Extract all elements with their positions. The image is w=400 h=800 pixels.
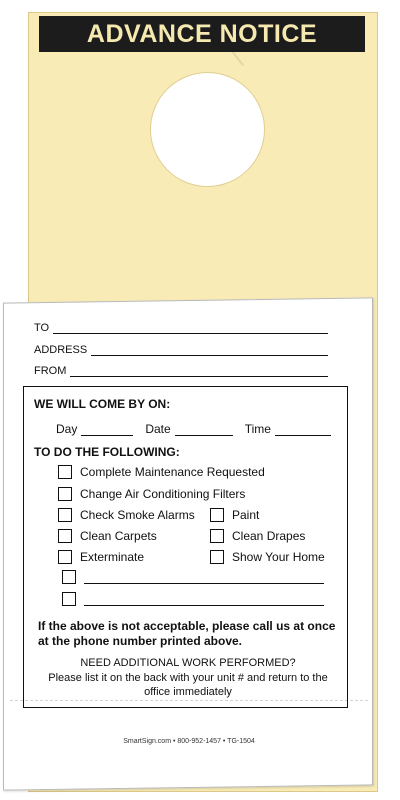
task-label: Paint	[232, 508, 260, 522]
address-field[interactable]	[34, 344, 328, 356]
checkbox-icon	[58, 550, 72, 564]
additional-heading: NEED ADDITIONAL WORK PERFORMED?	[80, 657, 296, 669]
date-input[interactable]	[175, 424, 233, 436]
day-label: Day	[56, 422, 78, 436]
come-by-heading: WE WILL COME BY ON:	[34, 397, 171, 411]
title: ADVANCE NOTICE	[86, 19, 318, 48]
from-label: FROM	[34, 365, 67, 377]
checkbox-icon	[58, 508, 72, 522]
checkbox-icon	[210, 529, 224, 543]
checkbox-icon	[210, 508, 224, 522]
task-checkbox-ac-filters[interactable]	[58, 487, 245, 501]
to-label: TO	[34, 322, 50, 334]
custom-task-2[interactable]	[62, 592, 324, 606]
task-checkbox-exterminate[interactable]	[58, 550, 144, 564]
custom-task-1[interactable]	[62, 570, 324, 584]
task-checkbox-clean-drapes[interactable]	[210, 529, 305, 543]
checkbox-icon	[58, 465, 72, 479]
title-banner	[39, 16, 365, 52]
task-label: Show Your Home	[232, 550, 325, 564]
checkbox-icon	[58, 487, 72, 501]
schedule-box	[23, 386, 348, 708]
additional-text: Please list it on the back with your unit # and return to the office immediately	[48, 672, 328, 698]
task-label: Check Smoke Alarms	[80, 508, 195, 522]
date-label: Date	[145, 422, 171, 436]
task-checkbox-clean-carpets[interactable]	[58, 529, 157, 543]
task-label: Complete Maintenance Requested	[80, 465, 265, 479]
from-field[interactable]	[34, 365, 328, 377]
checkbox-icon	[58, 529, 72, 543]
door-knob-hole	[150, 72, 265, 187]
task-checkbox-smoke-alarms[interactable]	[58, 508, 195, 522]
task-checkbox-paint[interactable]	[210, 508, 259, 522]
task-label: Exterminate	[80, 550, 145, 564]
footer-text: SmartSign.com • 800-952-1457 • TG-1504	[123, 738, 255, 745]
day-input[interactable]	[81, 424, 133, 436]
task-label: Clean Drapes	[232, 529, 306, 543]
task-label: Clean Carpets	[80, 529, 157, 543]
checkbox-icon	[62, 570, 76, 584]
notice-text: If the above is not acceptable, please call us at once at the phone number printed above.	[38, 619, 336, 648]
checkbox-icon	[210, 550, 224, 564]
task-checkbox-show-home[interactable]	[210, 550, 325, 564]
todo-heading: TO DO THE FOLLOWING:	[34, 445, 180, 459]
task-checkbox-maintenance[interactable]	[58, 465, 265, 479]
task-label: Change Air Conditioning Filters	[80, 487, 246, 501]
time-label: Time	[244, 422, 271, 436]
time-input[interactable]	[275, 424, 331, 436]
to-field[interactable]	[34, 322, 328, 334]
checkbox-icon	[62, 592, 76, 606]
day-date-time-row	[56, 422, 331, 436]
address-label: ADDRESS	[34, 344, 88, 356]
